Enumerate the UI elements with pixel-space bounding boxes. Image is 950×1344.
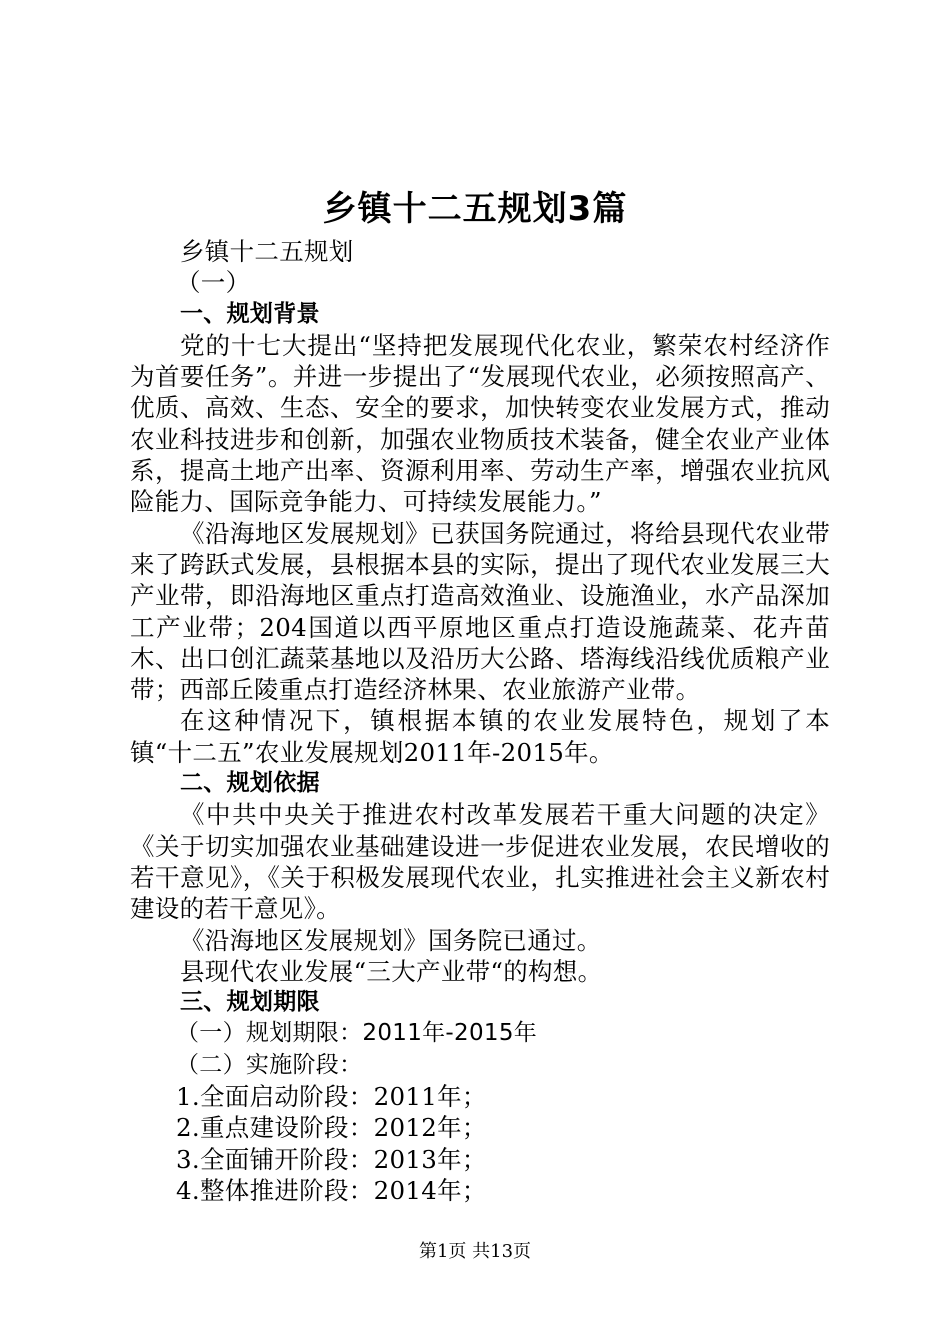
sub-heading-period: （一）规划期限：2011年-2015年: [176, 1020, 538, 1047]
subtitle: 乡镇十二五规划: [180, 237, 354, 266]
document-title: 乡镇十二五规划3篇: [322, 189, 628, 229]
list-item: 4.整体推进阶段：2014年；: [176, 1175, 487, 1205]
paragraph: 《沿海地区发展规划》国务院已通过。: [180, 925, 602, 955]
section-heading-basis: 二、规划依据: [180, 770, 320, 797]
list-item: 3.全面铺开阶段：2013年；: [176, 1144, 487, 1174]
page-footer: 第1页 共13页: [418, 1241, 532, 1262]
paragraph: 县现代农业发展“三大产业带“的构想。: [180, 956, 603, 986]
part-marker: （一）: [176, 268, 251, 298]
list-item: 2.重点建设阶段：2012年；: [176, 1113, 487, 1143]
paragraph: 党的十七大提出“坚持把发展现代化农业，繁荣农村经济作为首要任务”。并进一步提出了“发展现代农业，必须按照高产、优质、高效、生态、安全的要求，加快转变农业发展方式，推动农业科技进步和创新，加强农业物质技术装备，健全农业产业体系，提高土地产出率、资源利用率、劳动生产率，增强农业抗风险能力、国际竞争能力、可持续发展能力。”: [130, 330, 830, 517]
section-heading-period: 三、规划期限: [180, 989, 320, 1016]
document-body: [130, 236, 830, 1206]
paragraph: 在这种情况下，镇根据本镇的农业发展特色，规划了本镇“十二五”农业发展规划2011年-2015年。: [130, 706, 830, 767]
section-heading-background: 一、规划背景: [180, 300, 320, 327]
paragraph: 《中共中央关于推进农村改革发展若干重大问题的决定》《关于切实加强农业基础建设进一步促进农业发展，农民增收的若干意见》，《关于积极发展现代农业，扎实推进社会主义新农村建设的若干意见》。: [130, 800, 830, 924]
paragraph: 《沿海地区发展规划》已获国务院通过，将给县现代农业带来了跨跃式发展，县根据本县的实际，提出了现代农业发展三大产业带，即沿海地区重点打造高效渔业、设施渔业，水产品深加工产业带；204国道以西平原地区重点打造设施蔬菜、花卉苗木、出口创汇蔬菜基地以及沿历大公路、塔海线沿线优质粮产业带；西部丘陵重点打造经济林果、农业旅游产业带。: [130, 518, 830, 705]
sub-heading-stages: （二）实施阶段：: [176, 1051, 363, 1078]
list-item: 1.全面启动阶段：2011年；: [176, 1082, 487, 1112]
